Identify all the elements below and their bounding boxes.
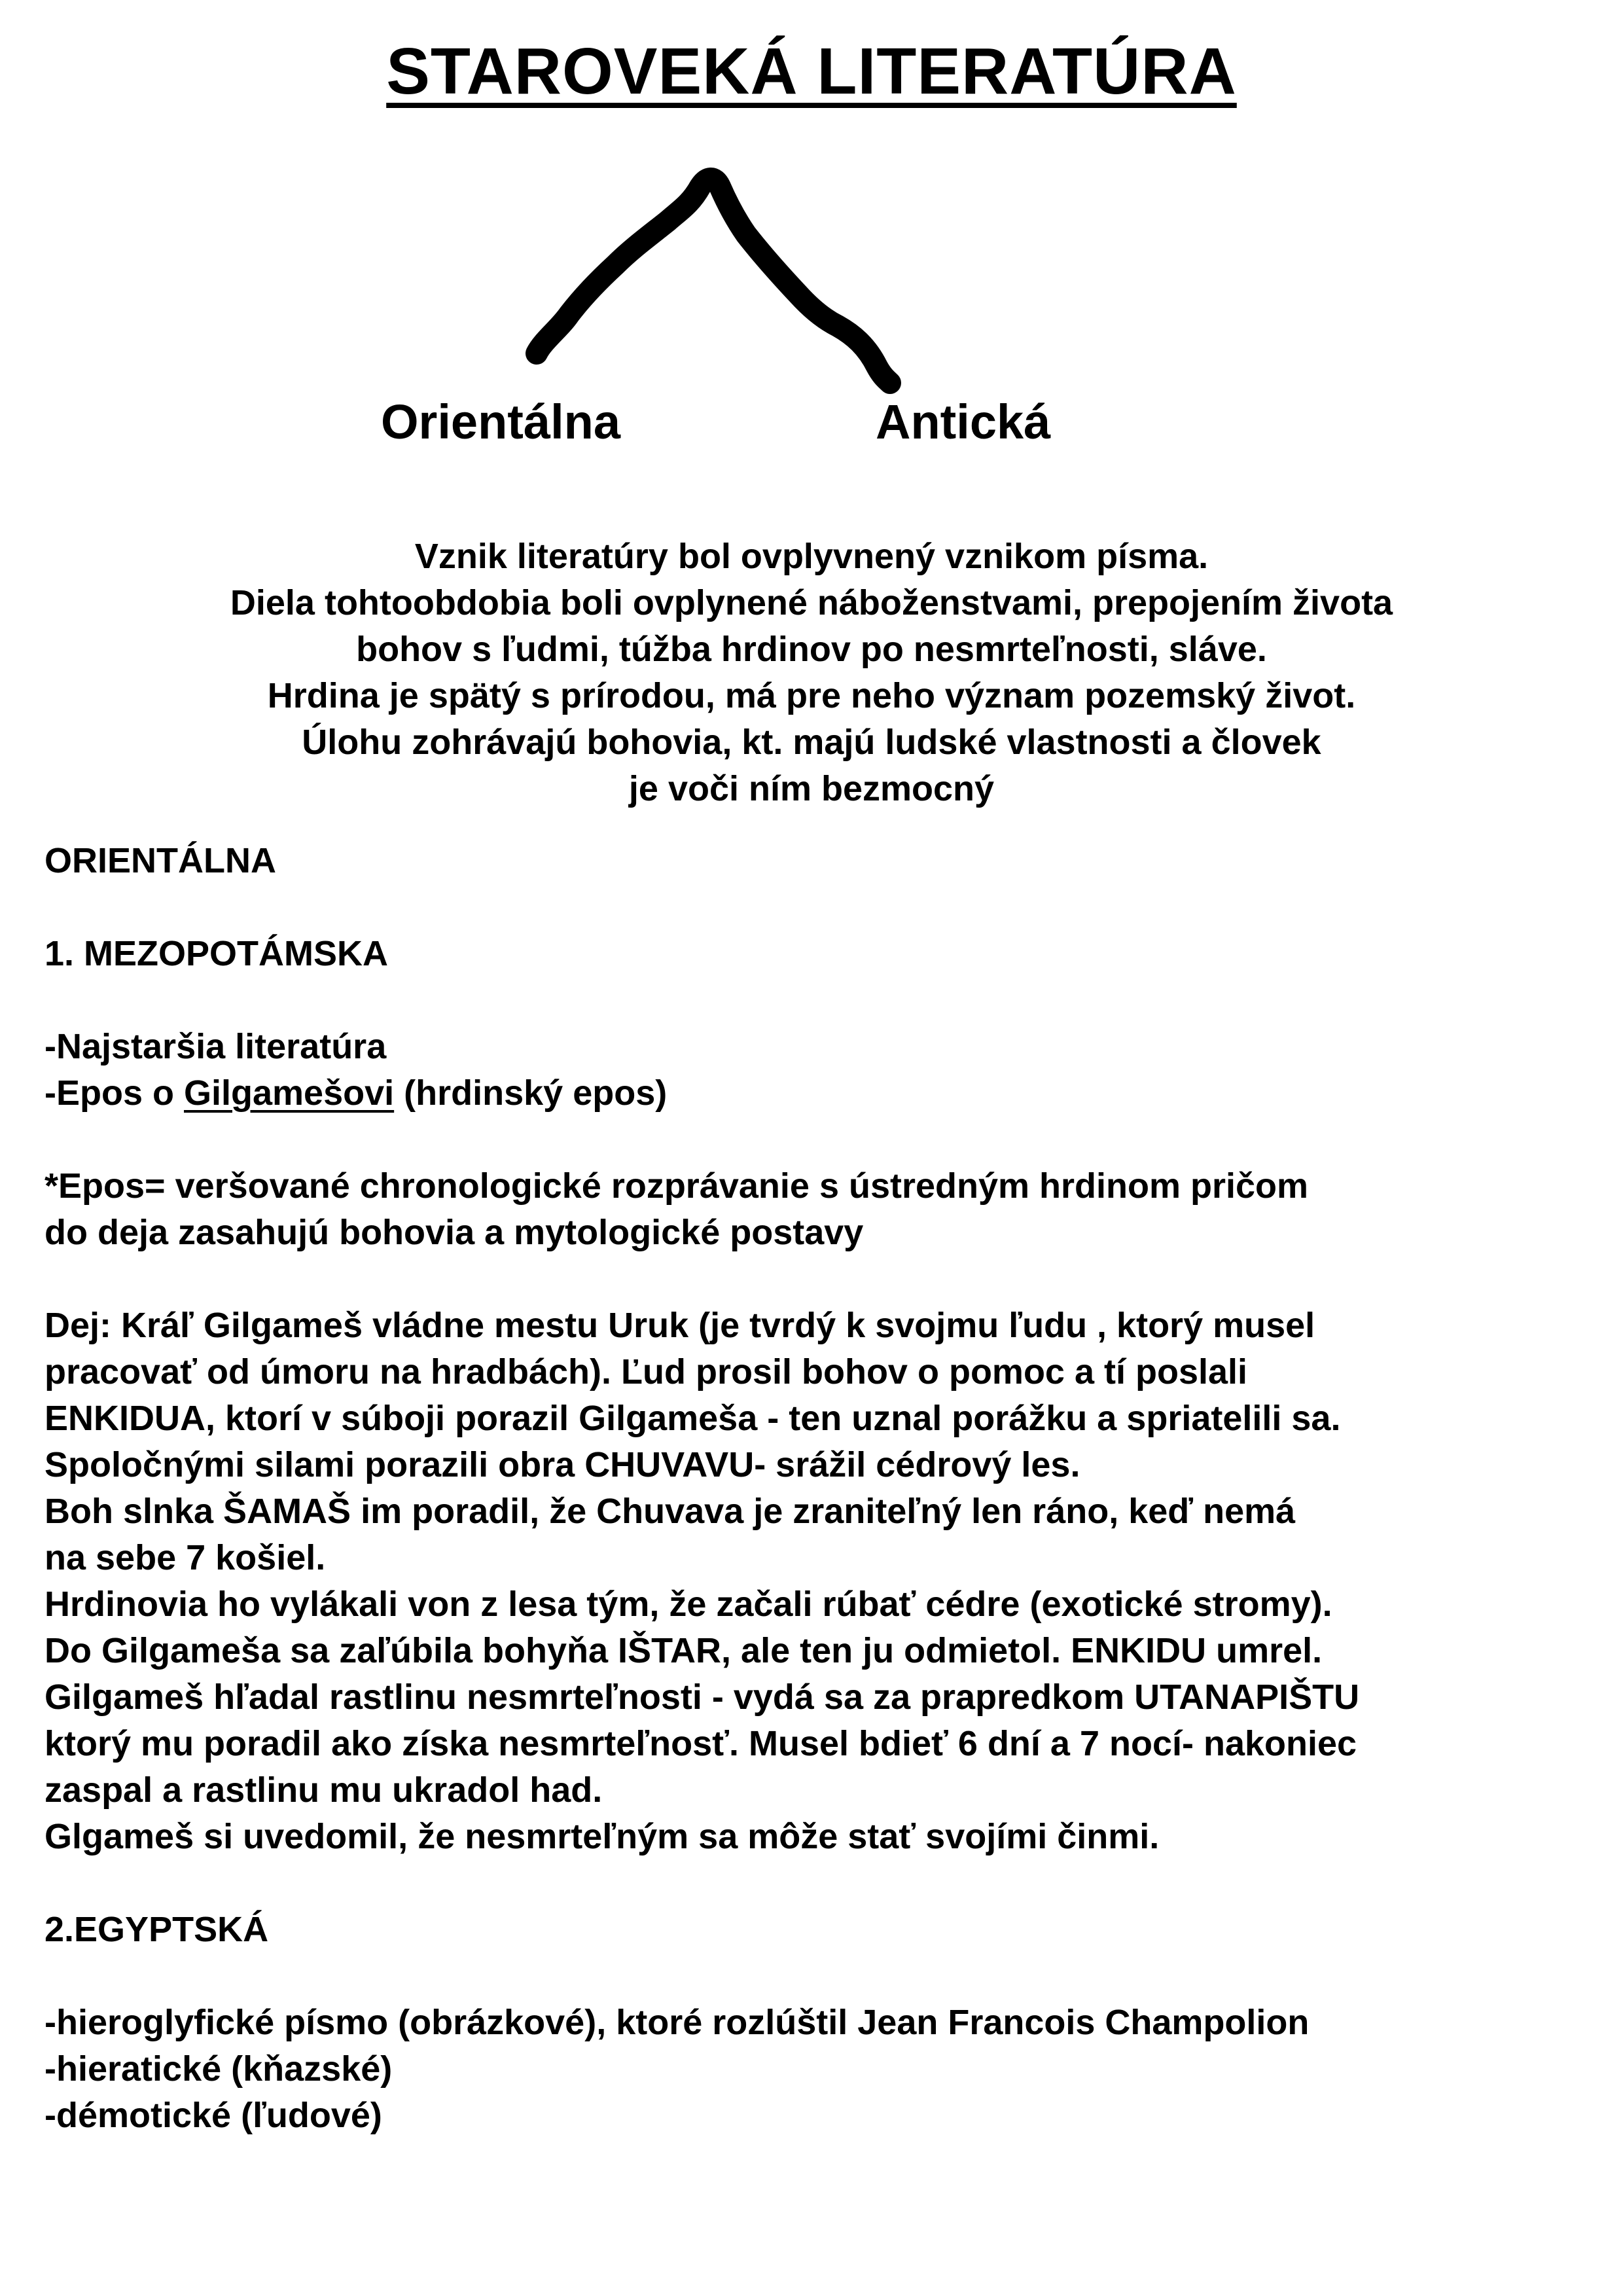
plot-line: na sebe 7 košiel. <box>45 1538 326 1577</box>
document-body <box>45 838 1582 2139</box>
plot-line: pracovať od úmoru na hradbách). Ľud prosil bohov o pomoc a tí poslali <box>45 1352 1248 1391</box>
list-item: -hieratické (kňazské) <box>45 2049 393 2089</box>
list-item: -démotické (ľudové) <box>45 2096 382 2135</box>
intro-line: Diela tohtoobdobia boli ovplynené náboženstvami, prepojením života <box>230 583 1393 622</box>
plot-line: Glgameš si uvedomil, že nesmrteľným sa môže stať svojími činmi. <box>45 1817 1160 1856</box>
plot-line: ktorý mu poradil ako získa nesmrteľnosť. Musel bdieť 6 dní a 7 nocí- nakoniec <box>45 1724 1357 1763</box>
page-title: STAROVEKÁ LITERATÚRA <box>386 35 1237 108</box>
plot-line: Do Gilgameša sa zaľúbila bohyňa IŠTAR, ale ten ju odmietol. ENKIDU umrel. <box>45 1631 1323 1670</box>
plot-line: Gilgameš hľadal rastlinu nesmrteľnosti - vydá sa za prapredkom UTANAPIŠTU <box>45 1677 1360 1717</box>
subsection-heading-mezopotamska: 1. MEZOPOTÁMSKA <box>45 934 389 973</box>
list-item: -Epos o Gilgamešovi (hrdinský epos) <box>45 1073 668 1113</box>
list-item: -hieroglyfické písmo (obrázkové), ktoré rozlúštil Jean Francois Champolion <box>45 2003 1310 2042</box>
definition-line: do deja zasahujú bohovia a mytologické postavy <box>45 1213 864 1252</box>
plot-line: ENKIDUA, ktorí v súboji porazil Gilgameša - ten uznal porážku a spriatelili sa. <box>45 1399 1341 1438</box>
intro-line: Vznik literatúry bol ovplyvnený vznikom písma. <box>414 537 1209 576</box>
plot-line: Boh slnka ŠAMAŠ im poradil, že Chuvava je zraniteľný len ráno, keď nemá <box>45 1492 1296 1531</box>
subsection-heading-egyptska: 2.EGYPTSKÁ <box>45 1910 269 1949</box>
branch-label-anticka: Antická <box>876 395 1051 449</box>
branch-label-orientalna: Orientálna <box>381 395 620 449</box>
underlined-term: Gilgamešovi <box>184 1073 395 1113</box>
branch-drawing <box>504 157 949 406</box>
plot-line: Dej: Kráľ Gilgameš vládne mestu Uruk (je tvrdý k svojmu ľudu , ktorý musel <box>45 1306 1315 1345</box>
intro-line: bohov s ľudmi, túžba hrdinov po nesmrteľnosti, sláve. <box>356 630 1267 669</box>
intro-line: Úlohu zohrávajú bohovia, kt. majú ludské vlastnosti a človek <box>302 723 1321 762</box>
intro-line: Hrdina je spätý s prírodou, má pre neho význam pozemský život. <box>267 676 1356 715</box>
plot-line: zaspal a rastlinu mu ukradol had. <box>45 1770 603 1810</box>
intro-line: je voči ním bezmocný <box>628 769 995 808</box>
plot-line: Hrdinovia ho vylákali von z lesa tým, že začali rúbať cédre (exotické stromy). <box>45 1585 1332 1624</box>
list-item: -Najstaršia literatúra <box>45 1027 387 1066</box>
intro-paragraph <box>0 533 1623 812</box>
definition-line: *Epos= veršované chronologické rozprávanie s ústredným hrdinom pričom <box>45 1166 1309 1206</box>
plot-line: Spoločnými silami porazili obra CHUVAVU- srážil cédrový les. <box>45 1445 1080 1484</box>
section-heading-orientalna: ORIENTÁLNA <box>45 841 276 880</box>
